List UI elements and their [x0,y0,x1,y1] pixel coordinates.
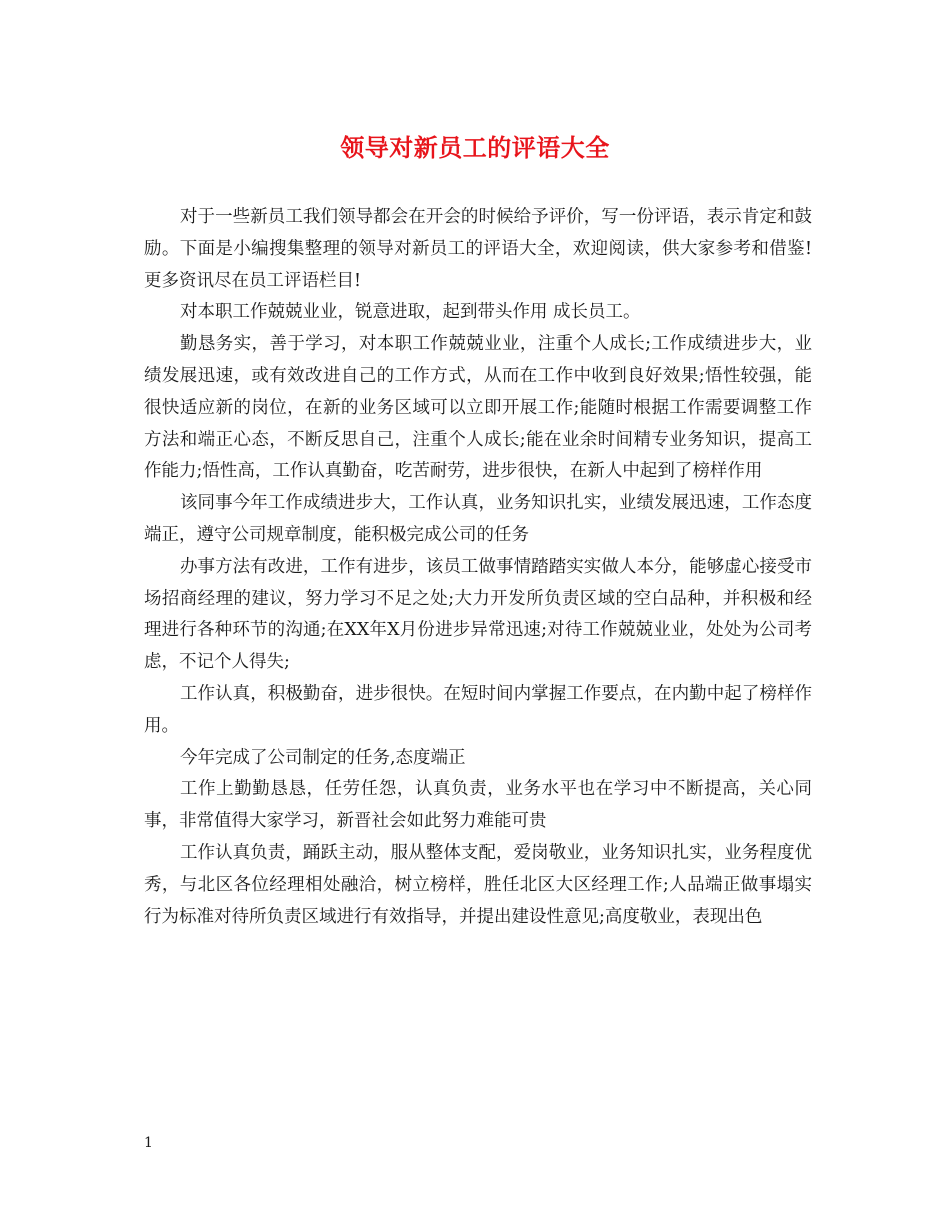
paragraph-comment-4: 办事方法有改进，工作有进步，该员工做事情踏踏实实做人本分，能够虚心接受市场招商经理的建议，努力学习不足之处;大力开发所负责区域的空白品种，并积极和经理进行各种环节的沟通;在XX年X月份进步异常迅速;对待工作兢兢业业，处处为公司考虑，不记个人得失; [144,556,812,673]
paragraph-comment-5: 工作认真，积极勤奋，进步很快。在短时间内掌握工作要点，在内勤中起了榜样作用。 [144,683,812,736]
paragraph-comment-8: 工作认真负责，踊跃主动，服从整体支配，爱岗敬业，业务知识扎实，业务程度优秀，与北区各位经理相处融洽，树立榜样，胜任北区大区经理工作;人品端正做事塌实行为标准对待所负责区域进行有效指导，并提出建设性意见;高度敬业，表现出色 [144,842,812,927]
paragraph-comment-1: 对本职工作兢兢业业，锐意进取，起到带头作用 成长员工。 [180,302,641,323]
paragraph-intro: 对于一些新员工我们领导都会在开会的时候给予评价，写一份评语，表示肯定和鼓励。下面是小编搜集整理的领导对新员工的评语大全，欢迎阅读，供大家参考和借鉴!更多资讯尽在员工评语栏目! [144,207,812,291]
document-body [144,202,812,933]
paragraph-comment-7: 工作上勤勤恳恳，任劳任怨，认真负责，业务水平也在学习中不断提高，关心同事，非常值得大家学习，新晋社会如此努力难能可贵 [144,779,812,832]
document-title: 领导对新员工的评语大全 [340,133,610,162]
paragraph-comment-6: 今年完成了公司制定的任务,态度端正 [180,747,466,768]
paragraph-comment-2: 勤恳务实，善于学习，对本职工作兢兢业业，注重个人成长;工作成绩进步大，业绩发展迅速，或有效改进自己的工作方式，从而在工作中收到良好效果;悟性较强，能很快适应新的岗位，在新的业务区域可以立即开展工作;能随时根据工作需要调整工作方法和端正心态，不断反思自己，注重个人成长;能在业余时间精专业务知识，提高工作能力;悟性高，工作认真勤奋，吃苦耐劳，进步很快，在新人中起到了榜样作用 [144,334,812,482]
page-number: 1 [144,1135,153,1151]
paragraph-comment-3: 该同事今年工作成绩进步大，工作认真，业务知识扎实，业绩发展迅速，工作态度端正，遵守公司规章制度，能积极完成公司的任务 [144,493,812,545]
